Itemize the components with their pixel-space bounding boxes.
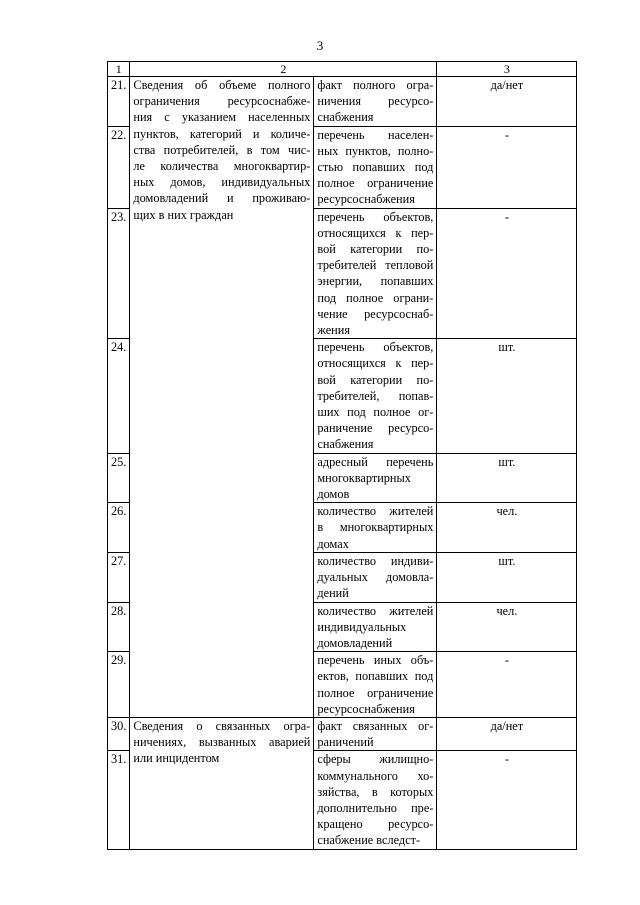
text-line: зяйства, в которых — [317, 784, 434, 799]
text-line: ных пунктов, полно- — [317, 143, 434, 158]
section-description — [130, 77, 314, 718]
text-line: домов — [317, 487, 350, 502]
text-line: щих в них граждан — [133, 207, 234, 222]
row-number: 22. — [108, 126, 130, 208]
text-line: ничениях, вызванных аварией — [133, 735, 311, 750]
text-line: раничение ресурсо- — [317, 421, 434, 436]
text-line: дополнительно пре- — [317, 800, 434, 815]
table-header-row — [108, 62, 577, 77]
row-number: 31. — [108, 751, 130, 849]
text-line: количество жителей — [317, 603, 434, 618]
unit-cell: - — [437, 208, 577, 339]
indicator-cell — [314, 717, 437, 750]
text-line: жения — [317, 323, 350, 338]
unit-cell: - — [437, 751, 577, 849]
text-line: дений — [317, 586, 349, 601]
unit-cell: шт. — [437, 339, 577, 453]
text-line: под полное ограни- — [317, 290, 434, 305]
page-number: 3 — [316, 38, 324, 53]
text-line: ограничения ресурсоснабже- — [133, 94, 311, 109]
text-line: снабжения — [317, 110, 374, 125]
text-line: раничений — [317, 735, 374, 750]
text-line: перечень объектов, — [317, 209, 434, 224]
text-line: относящихся к пер- — [317, 225, 434, 240]
text-line: кращено ресурсо- — [317, 817, 434, 832]
text-line: количество индиви- — [317, 553, 434, 568]
indicator-cell — [314, 77, 437, 127]
indicator-cell — [314, 339, 437, 453]
header-cell-1: 1 — [108, 62, 130, 77]
text-line: перечень объектов, — [317, 340, 434, 355]
table-row — [108, 77, 577, 127]
text-line: домах — [317, 536, 349, 551]
text-line: адресный перечень — [317, 454, 434, 469]
row-number: 28. — [108, 602, 130, 652]
header-cell-2: 2 — [130, 62, 437, 77]
text-line: дуальных домовла- — [317, 570, 434, 585]
text-line: ших под полное ог- — [317, 405, 434, 420]
text-line: перечень иных объ- — [317, 653, 434, 668]
row-number: 25. — [108, 453, 130, 503]
indicator-cell — [314, 552, 437, 602]
text-line: Сведения о связанных огра- — [133, 718, 311, 733]
row-number: 27. — [108, 552, 130, 602]
text-line: ле количества многоквартир- — [133, 159, 311, 174]
unit-cell: чел. — [437, 503, 577, 553]
text-line: стью попавших под — [317, 160, 434, 175]
text-line: ресурсоснабжения — [317, 701, 415, 716]
unit-cell: шт. — [437, 453, 577, 503]
unit-cell: шт. — [437, 552, 577, 602]
text-line: многоквартирных — [317, 470, 411, 485]
text-line: перечень населен- — [317, 127, 434, 142]
section-description — [130, 717, 314, 849]
text-line: полное ограничение — [317, 685, 434, 700]
text-line: домовладений и проживаю- — [133, 191, 311, 206]
text-line: ния с указанием населенных — [133, 110, 311, 125]
text-line: полное ограничение — [317, 176, 434, 191]
text-line: снабжения — [317, 437, 374, 452]
text-line: чение ресурсоснаб- — [317, 306, 434, 321]
unit-cell: - — [437, 126, 577, 208]
text-line: снабжение вследст- — [317, 833, 421, 848]
indicator-cell — [314, 126, 437, 208]
text-line: ных домов, индивидуальных — [133, 175, 311, 190]
unit-cell: да/нет — [437, 77, 577, 127]
text-line: индивидуальных — [317, 619, 407, 634]
indicator-cell — [314, 453, 437, 503]
data-table — [107, 61, 577, 850]
row-number: 23. — [108, 208, 130, 339]
text-line: количество жителей — [317, 504, 434, 519]
text-line: требителей, попав- — [317, 388, 434, 403]
unit-cell: да/нет — [437, 717, 577, 750]
text-line: домовладений — [317, 635, 393, 650]
text-line: в многоквартирных — [317, 520, 434, 535]
indicator-cell — [314, 602, 437, 652]
text-line: сферы жилищно- — [317, 752, 434, 767]
indicator-cell — [314, 503, 437, 553]
text-line: или инцидентом — [133, 751, 220, 766]
indicator-cell — [314, 652, 437, 718]
text-line: Сведения об объеме полного — [133, 78, 311, 92]
text-line: факт полного огра- — [317, 78, 434, 92]
row-number: 24. — [108, 339, 130, 453]
text-line: относящихся к пер- — [317, 356, 434, 371]
row-number: 21. — [108, 77, 130, 127]
text-line: ничения ресурсо- — [317, 94, 434, 109]
unit-cell: чел. — [437, 602, 577, 652]
indicator-cell — [314, 208, 437, 339]
text-line: пунктов, категорий и количе- — [133, 126, 311, 141]
text-line: вой категории по- — [317, 242, 434, 257]
text-line: факт связанных ог- — [317, 718, 434, 733]
text-line: ства потребителей, в том чис- — [133, 142, 311, 157]
row-number: 30. — [108, 717, 130, 750]
text-line: коммунального хо- — [317, 768, 434, 783]
row-number: 29. — [108, 652, 130, 718]
unit-cell: - — [437, 652, 577, 718]
indicator-cell — [314, 751, 437, 849]
text-line: ектов, попавших под — [317, 669, 434, 684]
text-line: вой категории по- — [317, 372, 434, 387]
text-line: энергии, попавших — [317, 274, 434, 289]
table-row — [108, 717, 577, 750]
row-number: 26. — [108, 503, 130, 553]
text-line: требителей тепловой — [317, 258, 434, 273]
text-line: ресурсоснабжения — [317, 192, 415, 207]
header-cell-3: 3 — [437, 62, 577, 77]
